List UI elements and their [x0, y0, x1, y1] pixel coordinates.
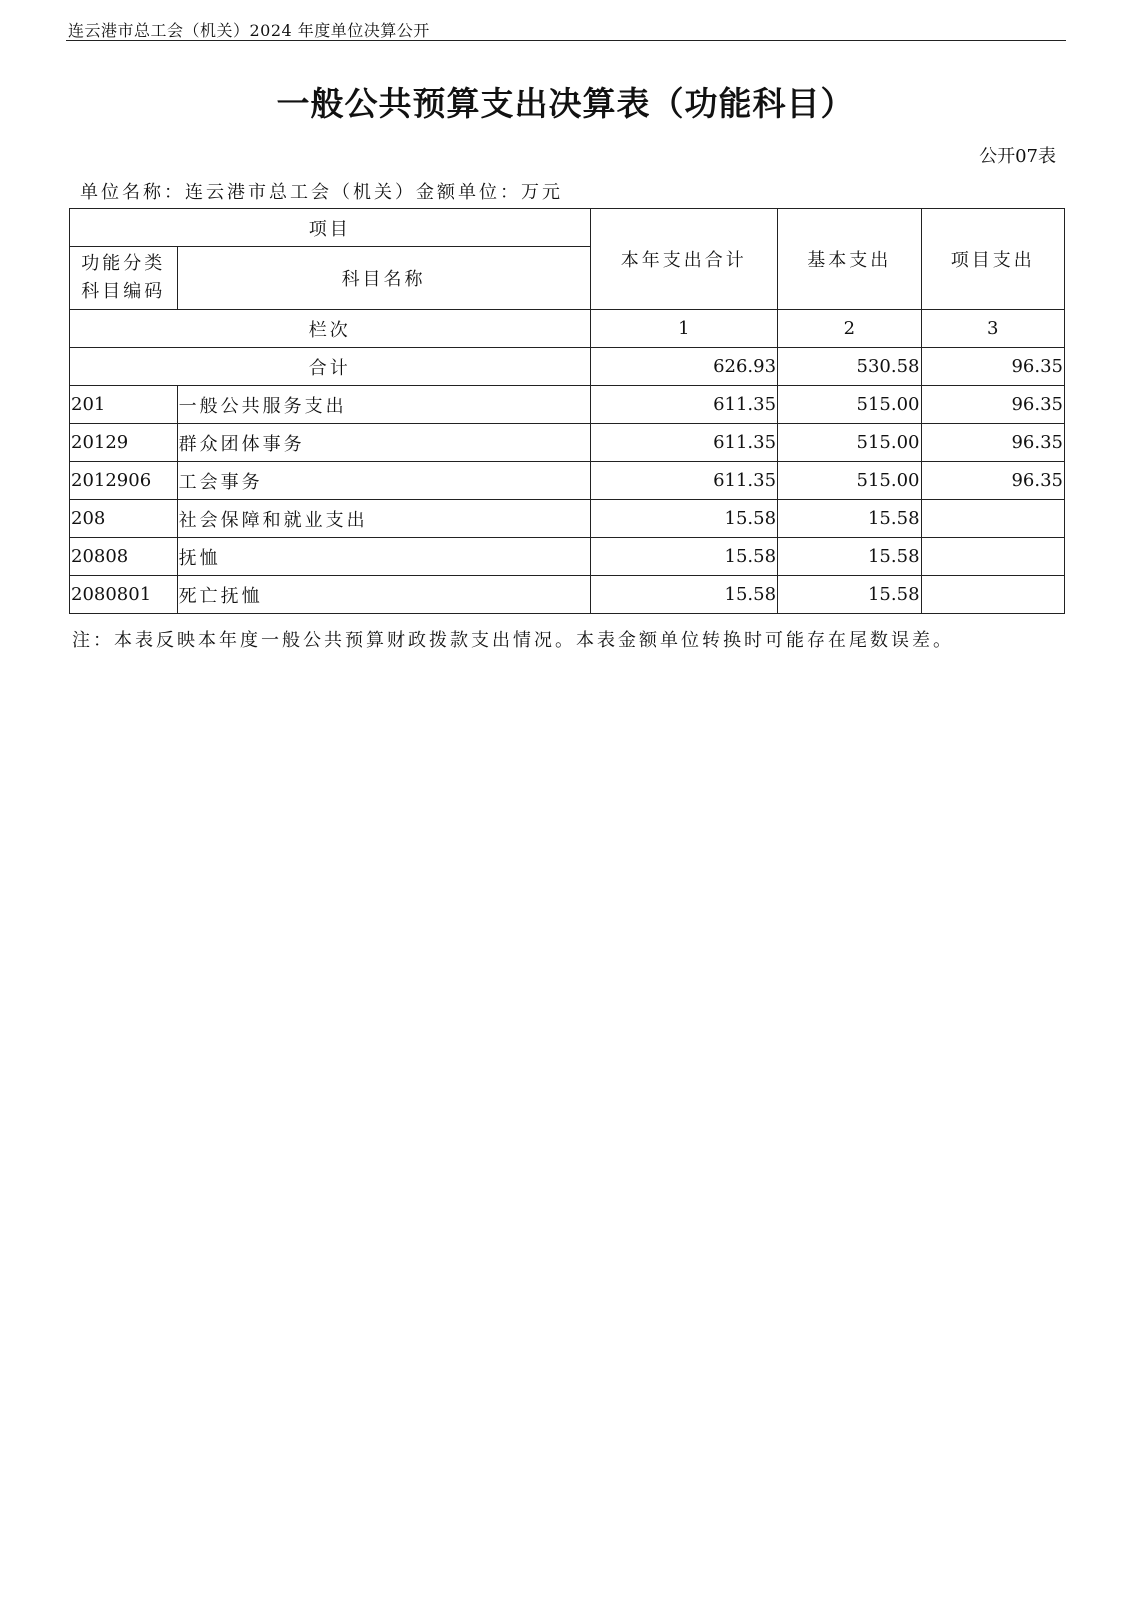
table-row: [70, 500, 1065, 538]
row-project: 96.35: [921, 462, 1064, 500]
unit-info: 单位名称：连云港市总工会（机关）金额单位：万元: [80, 182, 563, 203]
row-basic: 15.58: [778, 500, 921, 538]
row-basic: 15.58: [778, 576, 921, 614]
header-code-line1: 功能分类: [81, 253, 166, 274]
column-index-3: 3: [921, 310, 1064, 348]
footnote: 注：本表反映本年度一般公共预算财政拨款支出情况。本表金额单位转换时可能存在尾数误差。: [72, 630, 954, 651]
row-code: 20129: [70, 424, 178, 462]
total-row-project: 96.35: [921, 348, 1064, 386]
total-row-total: 626.93: [590, 348, 778, 386]
row-total: 15.58: [590, 576, 778, 614]
row-basic: 15.58: [778, 538, 921, 576]
header-item: 项目: [70, 209, 591, 247]
total-row-basic: 530.58: [778, 348, 921, 386]
row-name: 群众团体事务: [177, 424, 590, 462]
row-name: 抚恤: [177, 538, 590, 576]
header-name: 科目名称: [177, 247, 590, 310]
running-header: 连云港市总工会（机关）2024 年度单位决算公开: [68, 21, 430, 40]
row-name: 社会保障和就业支出: [177, 500, 590, 538]
row-project: [921, 500, 1064, 538]
row-name: 死亡抚恤: [177, 576, 590, 614]
header-code-line2: 科目编码: [81, 281, 166, 302]
page-title: 一般公共预算支出决算表（功能科目）: [276, 84, 855, 123]
row-basic: 515.00: [778, 424, 921, 462]
header-total: 本年支出合计: [590, 209, 778, 310]
row-code: 208: [70, 500, 178, 538]
row-total: 15.58: [590, 538, 778, 576]
row-project: 96.35: [921, 386, 1064, 424]
row-code: 201: [70, 386, 178, 424]
column-index-1: 1: [590, 310, 778, 348]
column-index-2: 2: [778, 310, 921, 348]
row-total: 15.58: [590, 500, 778, 538]
header-code: [70, 247, 178, 310]
row-code: 2080801: [70, 576, 178, 614]
form-number: 公开07表: [979, 146, 1056, 167]
column-index-label: 栏次: [70, 310, 591, 348]
row-total: 611.35: [590, 462, 778, 500]
row-name: 工会事务: [177, 462, 590, 500]
total-row-label: 合计: [70, 348, 591, 386]
budget-table: [69, 208, 1065, 614]
row-name: 一般公共服务支出: [177, 386, 590, 424]
table-row: [70, 576, 1065, 614]
row-code: 2012906: [70, 462, 178, 500]
row-project: 96.35: [921, 424, 1064, 462]
header-project: 项目支出: [921, 209, 1064, 310]
table-row: [70, 386, 1065, 424]
row-total: 611.35: [590, 386, 778, 424]
row-code: 20808: [70, 538, 178, 576]
row-project: [921, 538, 1064, 576]
row-basic: 515.00: [778, 462, 921, 500]
table-row: [70, 462, 1065, 500]
row-basic: 515.00: [778, 386, 921, 424]
header-basic: 基本支出: [778, 209, 921, 310]
row-project: [921, 576, 1064, 614]
table-row: [70, 538, 1065, 576]
header-rule: [66, 40, 1066, 41]
row-total: 611.35: [590, 424, 778, 462]
table-row: [70, 424, 1065, 462]
